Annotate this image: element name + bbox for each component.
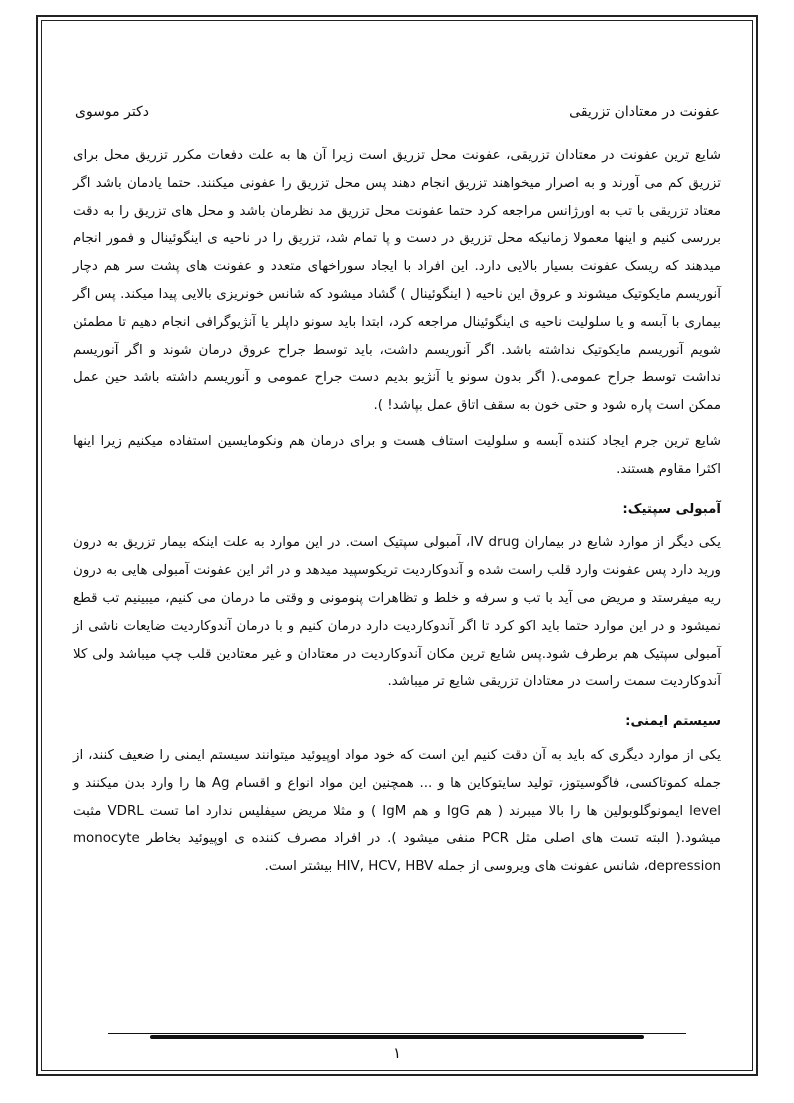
text-run: ها را وارد بدن میکنند و [73, 775, 212, 791]
paragraph-immune-system [73, 742, 721, 881]
text-run: یکی دیگر از موارد شایع در بیماران [519, 535, 721, 551]
term-iv-drug: IV drug [470, 535, 520, 551]
paragraph-injection-site: شایع ترین عفونت در معتادان تزریقی، عفونت محل تزریق است زیرا آن ها به علت دفعات مکرر تزریق محل برای تزریق کم می آورند و به اصرار میخواهند تزریق انجام دهند پس محل تزریق را عفونی میکنند. حتما یادمان باشد اگر معتاد تزریقی با تب به اورژانس مراجعه کرد حتما عفونت محل تزریق مد نظرمان باشد و محل های تزریق را به دقت بررسی کنیم و اینها معمولا زمانیکه محل تزریق در دست و پا تمام شد، تزریق را در ناحیه ی اینگوئینال و فمور انجام میدهند که ریسک عفونت بسیار بالایی دارد. این افراد با ایجاد سوراخهای متعدد و عفونت های پشت سر هم دچار آنوریسم مایکوتیک میشوند و عروق این ناحیه ( اینگوئینال ) گشاد میشود که شانس خونریزی بالایی پیدا میکند. پس اگر بیماری با آبسه و یا سلولیت ناحیه ی اینگوئینال مراجعه کرد، ابتدا باید سونو داپلر یا آنژیوگرافی انجام دهیم تا مطمئن شویم آنوریسم مایکوتیک نداشته باشد. اگر آنوریسم داشت، باید توسط جراح عروق درمان شوند و اگر آنوریسم نداشت توسط جراح عمومی.( اگر بدون سونو یا آنژیو بدیم دست جراح عمومی و آنوریسم داشته باشد حین عمل ممکن است پاره شود و حتی خون به سقف اتاق عمل بپاشد! ). [73, 148, 721, 414]
author-name: دکتر موسوی [75, 104, 149, 120]
term-igg: IgG [446, 803, 470, 819]
text-run: و هم [406, 803, 447, 819]
document-body [73, 142, 721, 881]
text-run: مثبت میشود.( البته تست های اصلی مثل [73, 803, 721, 847]
text-run: ، شانس عفونت های ویروسی از جمله [433, 859, 648, 875]
heading-immune-system: سیستم ایمنی: [625, 714, 721, 730]
text-run: ایمونوگلوبولین ها را بالا میبرند ( هم [469, 803, 690, 819]
term-level: level [689, 803, 721, 819]
footer-rule-thin [108, 1033, 686, 1034]
term-pcr: PCR [482, 831, 509, 847]
term-igm: IgM [382, 803, 407, 819]
term-viruses: HIV, HCV, HBV [336, 859, 434, 875]
text-run: بیشتر است. [264, 859, 337, 875]
page-number: ۱ [392, 1044, 402, 1062]
paragraph-septic-embolism [73, 529, 721, 696]
term-ag: Ag [211, 775, 230, 791]
footer-rule-thick [150, 1035, 644, 1039]
page-header [75, 100, 720, 124]
text-run: یکی از موارد دیگری که باید به آن دقت کنیم این است که خود مواد اوپیوئید میتوانند سیستم ایمنی را ضعیف کنند، از جمله کموتاکسی، فاگوسیتوز، تولید سایتوکاین ها و ... همچنین این مواد انواع و اقسام [73, 747, 721, 791]
paragraph-staph: شایع ترین جرم ایجاد کننده آبسه و سلولیت استاف هست و برای درمان هم ونکومایسین استفاده میکنیم زیرا اینها اکثرا مقاوم هستند. [73, 433, 721, 477]
term-monocyte-depression: monocyte depression [73, 831, 721, 875]
heading-septic-embolism: آمبولی سپتیک: [622, 501, 721, 517]
text-run: ) و مثلا مریض سیفلیس ندارد اما تست [143, 803, 383, 819]
term-vdrl: VDRL [107, 803, 144, 819]
document-title: عفونت در معتادان تزریقی [569, 104, 720, 120]
text-run: ، آمبولی سپتیک است. در این موارد به علت اینکه بیمار تزریق به درون ورید دارد پس عفونت وارد قلب راست شده و آندوکاردیت تریکوسپید میدهد و در اثر این عفونت آمبولی هایی به درون ریه میفرستد و مریض می آید با تب و سرفه و خلط و تظاهرات پنومونی و وقتی ما درمان می کنیم، میبینیم تب قطع نمیشود و در این موارد حتما باید اکو کرد تا اگر آندوکاردیت دارد درمان کنیم و با درمان آندوکاردیت ضایعات ناشی از آمبولی سپتیک هم برطرف شود.پس شایع ترین مکان آندوکاردیت در معتادان و غیر معتادین قلب چپ میباشد ولی کلا آندوکاردیت سمت راست در معتادان تزریقی شایع تر میباشد. [73, 535, 721, 690]
text-run: منفی میشود ). در افراد مصرف کننده ی اوپیوئید بخاطر [139, 831, 483, 847]
